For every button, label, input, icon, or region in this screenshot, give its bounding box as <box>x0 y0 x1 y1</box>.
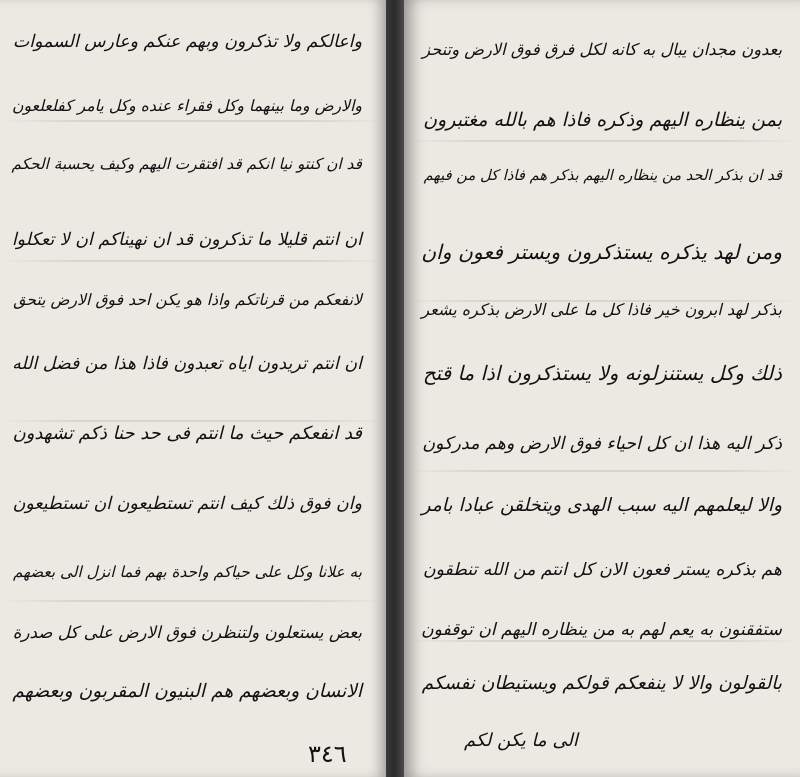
right-line-11: بالقولون والا لا ينفعكم قولكم ويستيطان نفسكم <box>421 673 782 694</box>
left-line-5: لانفعكم من قرناتكم واذا هو يكن احد فوق الارض يتحق <box>13 290 362 309</box>
right-page <box>404 0 800 777</box>
left-line-2: والارض وما بينهما وكل فقراء عنده وكل يامر كفلعلعون <box>12 96 362 115</box>
right-line-10: ستفقنون به يعم لهم به من ينظاره اليهم ان توقفون <box>421 620 782 640</box>
left-line-6: ان انتم تريدون اياه تعبدون فاذا هذا من فضل الله <box>12 354 362 374</box>
left-line-1: واعالكم ولا تذكرون وبهم عنكم وعارس السموات <box>12 32 362 52</box>
left-line-9: به علانا وكل على حياكم واحدة بهم فما انزل الى بعضهم <box>13 563 362 581</box>
left-line-7: قد انفعكم حيث ما انتم فى حد حنا ذكم تشهدون <box>12 423 362 444</box>
left-line-8: وان فوق ذلك كيف انتم تستطيعون ان تستطيعون <box>12 494 362 514</box>
page-number: ٣٤٦ <box>308 740 347 768</box>
left-line-11: الانسان وبعضهم هم البنيون المقربون وبعضهم <box>12 681 362 702</box>
right-line-6: ذلك وكل يستنزلونه ولا يستذكرون اذا ما قتح <box>422 362 782 385</box>
left-line-4: ان انتم قليلا ما تذكرون قد ان نهيناكم ان لا تعكلوا <box>11 230 362 250</box>
left-line-10: بعض يستعلون ولتنظرن فوق الارض على كل صدرة <box>12 622 362 642</box>
right-line-7: ذكر اليه هذا ان كل احياء فوق الارض وهم مدركون <box>422 434 782 454</box>
book-gutter <box>386 0 404 777</box>
left-line-3: قد ان كنتو نيا انكم قد افتقرت اليهم وكيف يحسبة الحكم <box>11 155 362 173</box>
right-line-5: بذكر لهد ابرون خير فاذا كل ما على الارض بذكره يشعر <box>421 300 782 319</box>
right-line-8: والا ليعلمهم اليه سبب الهدى ويتخلقن عبادا بامر <box>421 495 782 516</box>
right-line-3: قد ان بذكر الحد من ينظاره اليهم بذكر هم فاذا كل من فيهم <box>423 167 782 184</box>
closing-line: الى ما يكن لكم <box>464 730 578 751</box>
right-line-2: بمن ينظاره اليهم وذكره فاذا هم بالله مغتبرون <box>423 109 782 131</box>
right-line-9: هم بذكره يستر فعون الان كل انتم من الله تنطقون <box>423 560 782 580</box>
right-line-4: ومن لهد يذكره يستذكرون ويستر فعون وان <box>421 240 782 264</box>
left-page <box>0 0 386 777</box>
right-line-1: بعدون مجدان يبال به كانه لكل فرق فوق الارض وتنحز <box>422 40 782 59</box>
